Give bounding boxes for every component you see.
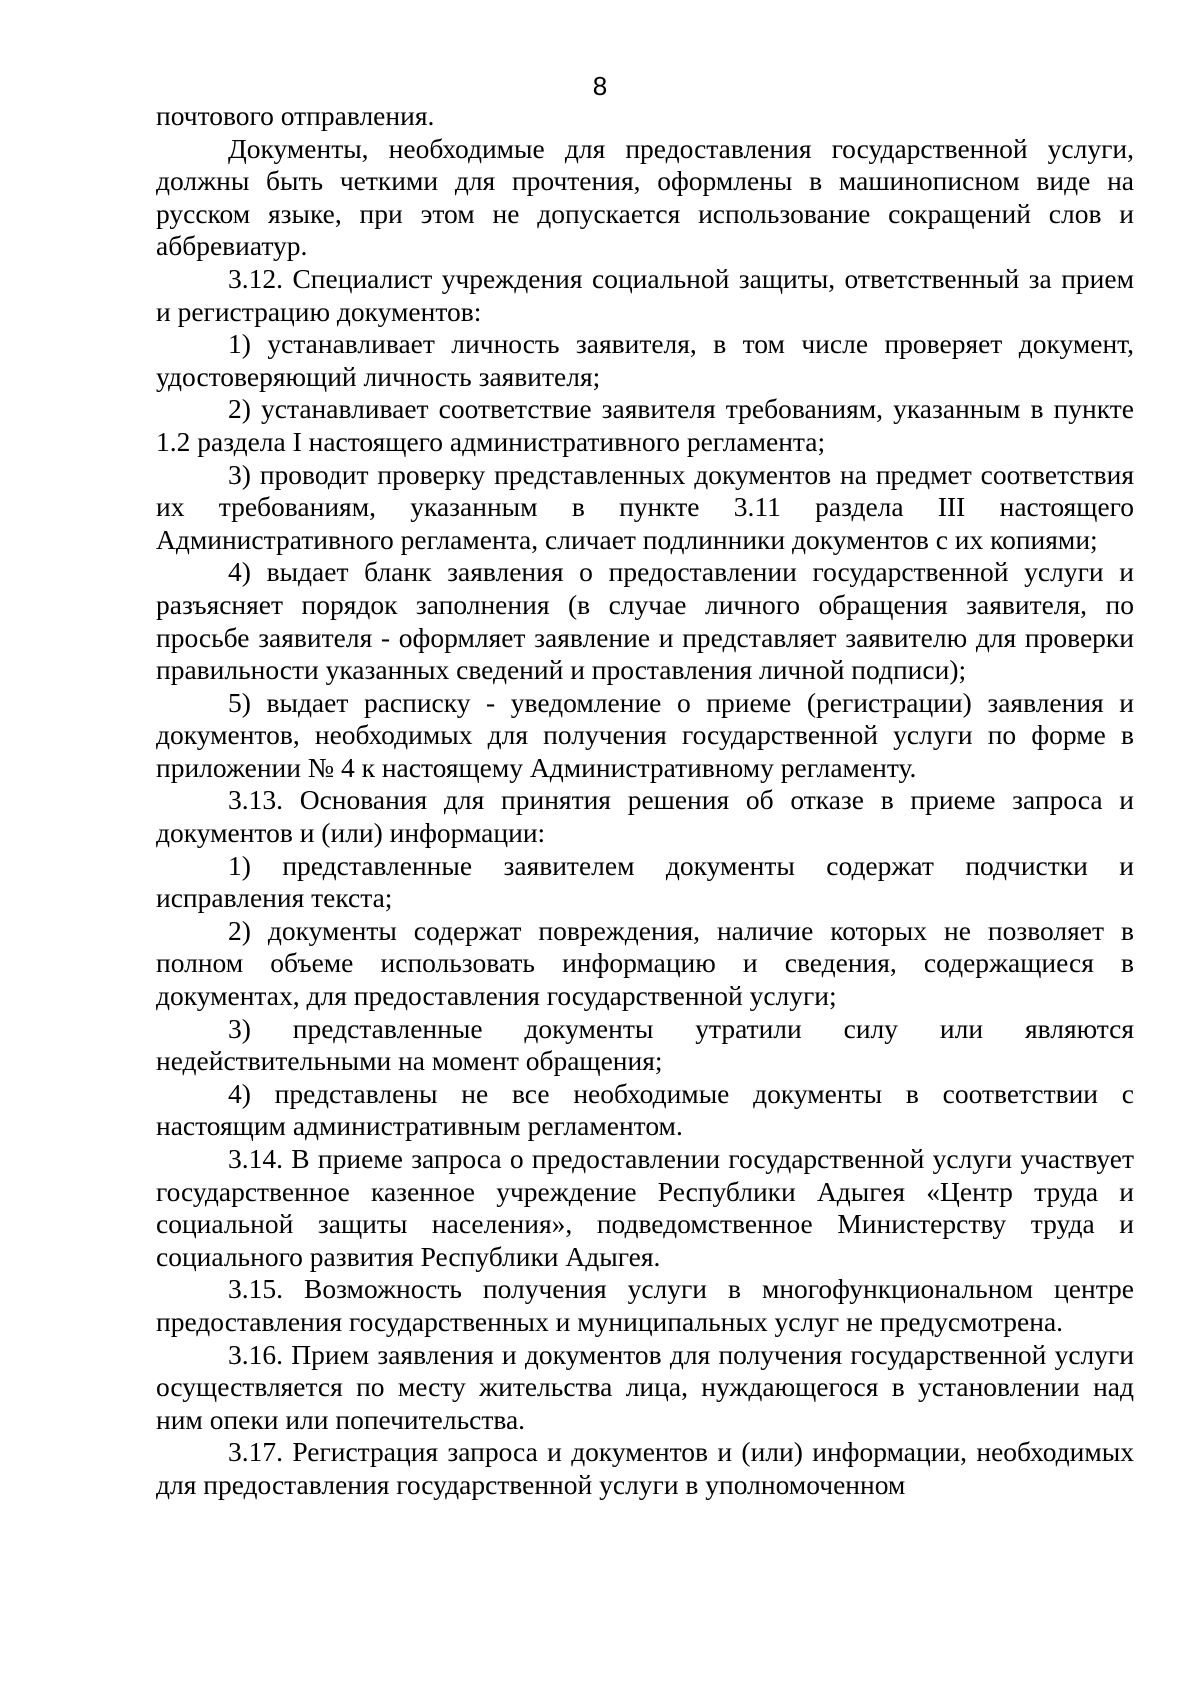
list-item-3-13-3: 3) представленные документы утратили силу или являются недействительными на момент обращения; xyxy=(156,1012,1134,1077)
list-item-3-12-3: 3) проводит проверку представленных документов на предмет соответствия их требованиям, указанным в пункте 3.11 раздела III настоящего Административного регламента, сличает подлинники документов с их копиями; xyxy=(156,458,1134,555)
list-item-3-12-4: 4) выдает бланк заявления о предоставлении государственной услуги и разъясняет порядок заполнения (в случае личного обращения заявителя, по просьбе заявителя - оформляет заявление и представляет заявителю для проверки правильности указанных сведений и проставления личной подписи); xyxy=(156,556,1134,686)
list-item-3-13-2: 2) документы содержат повреждения, наличие которых не позволяет в полном объеме использовать информацию и сведения, содержащиеся в документах, для предоставления государственной услуги; xyxy=(156,914,1134,1012)
paragraph-3-13: 3.13. Основания для принятия решения об отказе в приеме запроса и документов и (или) информации: xyxy=(156,784,1134,849)
list-item-3-12-5: 5) выдает расписку - уведомление о приеме (регистрации) заявления и документов, необходимых для получения государственной услуги по форме в приложении № 4 к настоящему Административному регламенту. xyxy=(156,686,1134,783)
page-number: 8 xyxy=(592,71,608,101)
paragraph-continuation: почтового отправления. xyxy=(156,100,435,131)
paragraph-3-14: 3.14. В приеме запроса о предоставлении государственной услуги участвует государственное казенное учреждение Республики Адыгея «Центр труда и социальной защиты населения», подведомственное Министерству труда и социального развития Республики Адыгея. xyxy=(156,1143,1134,1272)
paragraph-3-17: 3.17. Регистрация запроса и документов и (или) информации, необходимых для предоставления государственной услуги в уполномоченном xyxy=(156,1436,1134,1500)
paragraph-3-15: 3.15. Возможность получения услуги в многофункциональном центре предоставления государственных и муниципальных услуг не предусмотрена. xyxy=(156,1273,1134,1337)
list-item-3-13-4: 4) представлены не все необходимые документы в соответствии с настоящим административным регламентом. xyxy=(156,1077,1134,1142)
paragraph-3-16: 3.16. Прием заявления и документов для получения государственной услуги осуществляется по месту жительства лица, нуждающегося в установлении над ним опеки или попечительства. xyxy=(156,1338,1134,1435)
list-item-3-12-2: 2) устанавливает соответствие заявителя требованиям, указанным в пункте 1.2 раздела I настоящего административного регламента; xyxy=(156,393,1134,457)
document-body xyxy=(156,100,1134,1502)
paragraph-documents-requirements: Документы, необходимые для предоставления государственной услуги, должны быть четкими для прочтения, оформлены в машинописном виде на русском языке, при этом не допускается использование сокращений слов и аббревиатур. xyxy=(156,132,1134,262)
list-item-3-13-1: 1) представленные заявителем документы содержат подчистки и исправления текста; xyxy=(156,849,1134,914)
paragraph-3-12: 3.12. Специалист учреждения социальной защиты, ответственный за прием и регистрацию документов: xyxy=(156,262,1134,327)
list-item-3-12-1: 1) устанавливает личность заявителя, в том числе проверяет документ, удостоверяющий личность заявителя; xyxy=(156,328,1134,392)
